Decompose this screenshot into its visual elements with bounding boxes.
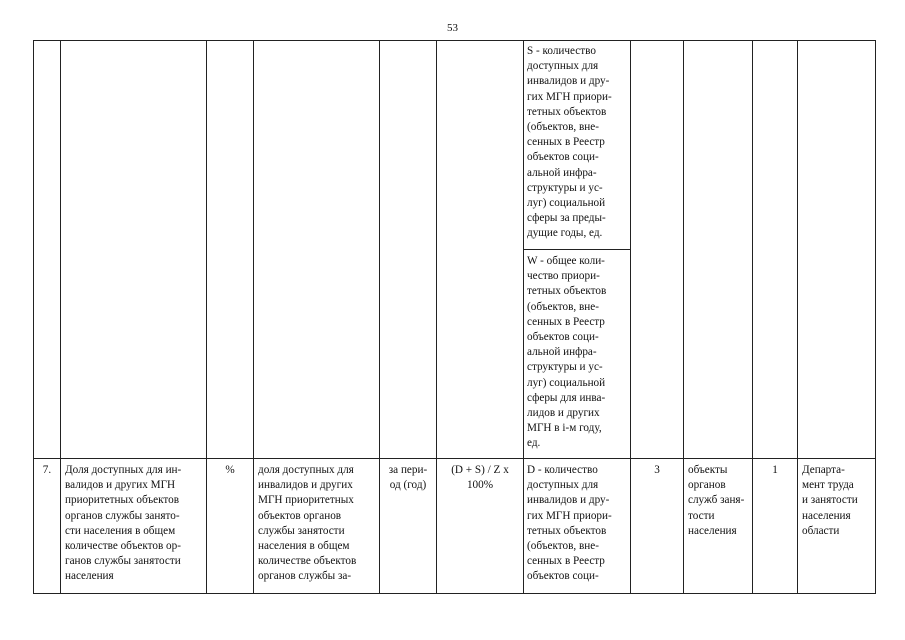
col-line-7 bbox=[630, 40, 631, 594]
method-code: 3 bbox=[654, 464, 660, 476]
table-top-border bbox=[33, 40, 875, 41]
col-line-4 bbox=[379, 40, 380, 594]
variable-s-definition: S - количество доступных для инвалидов и дру- гих МГН приори- тетных объектов (объектов, вне- сенных в Реестр объектов соци- альной инфра- структуры и ус- луг) социальной сферы за преды- дущие годы, ед. bbox=[527, 45, 612, 240]
row-number: 7. bbox=[42, 464, 52, 476]
time-period: за пери- од (год) bbox=[388, 464, 428, 492]
coverage-code: 1 bbox=[772, 464, 778, 476]
col-line-2 bbox=[206, 40, 207, 594]
row-divider bbox=[33, 458, 875, 459]
subcell-divider bbox=[523, 249, 630, 250]
variable-d-definition: D - количество доступных для инвалидов и дру- гих МГН приори- тетных объектов (объектов, вне- сенных в Реестр объектов соци- bbox=[527, 464, 612, 583]
col-line-5 bbox=[436, 40, 437, 594]
unit-of-measure: % bbox=[225, 464, 235, 476]
page-number: 53 bbox=[447, 22, 458, 34]
responsible-department: Департа- мент труда и занятости населения области bbox=[802, 464, 858, 537]
col-line-0 bbox=[33, 40, 34, 594]
calculation-formula: (D + S) / Z x 100% bbox=[451, 464, 509, 492]
observation-object: объекты органов служб заня- тости населения bbox=[688, 464, 745, 537]
indicator-name: Доля доступных для ин- валидов и других МГН приоритетных объектов органов службы занято- сти населения в общем количестве объектов ор- ганов службы занятости населения bbox=[65, 464, 182, 583]
col-line-10 bbox=[797, 40, 798, 594]
col-line-1 bbox=[60, 40, 61, 594]
indicator-definition: доля доступных для инвалидов и других МГН приоритетных объектов органов службы занятости населения в общем количестве объектов органов службы за- bbox=[258, 464, 357, 583]
variable-w-definition: W - общее коли- чество приори- тетных объектов (объектов, вне- сенных в Реестр объектов соци- альной инфра- структуры и ус- луг) социальной сферы для инва- лидов и других МГН в i-м году, ед. bbox=[527, 255, 607, 450]
col-line-6 bbox=[523, 40, 524, 594]
col-line-3 bbox=[253, 40, 254, 594]
col-line-11 bbox=[875, 40, 876, 594]
col-line-8 bbox=[683, 40, 684, 594]
col-line-9 bbox=[752, 40, 753, 594]
table-bottom-border bbox=[33, 593, 875, 594]
